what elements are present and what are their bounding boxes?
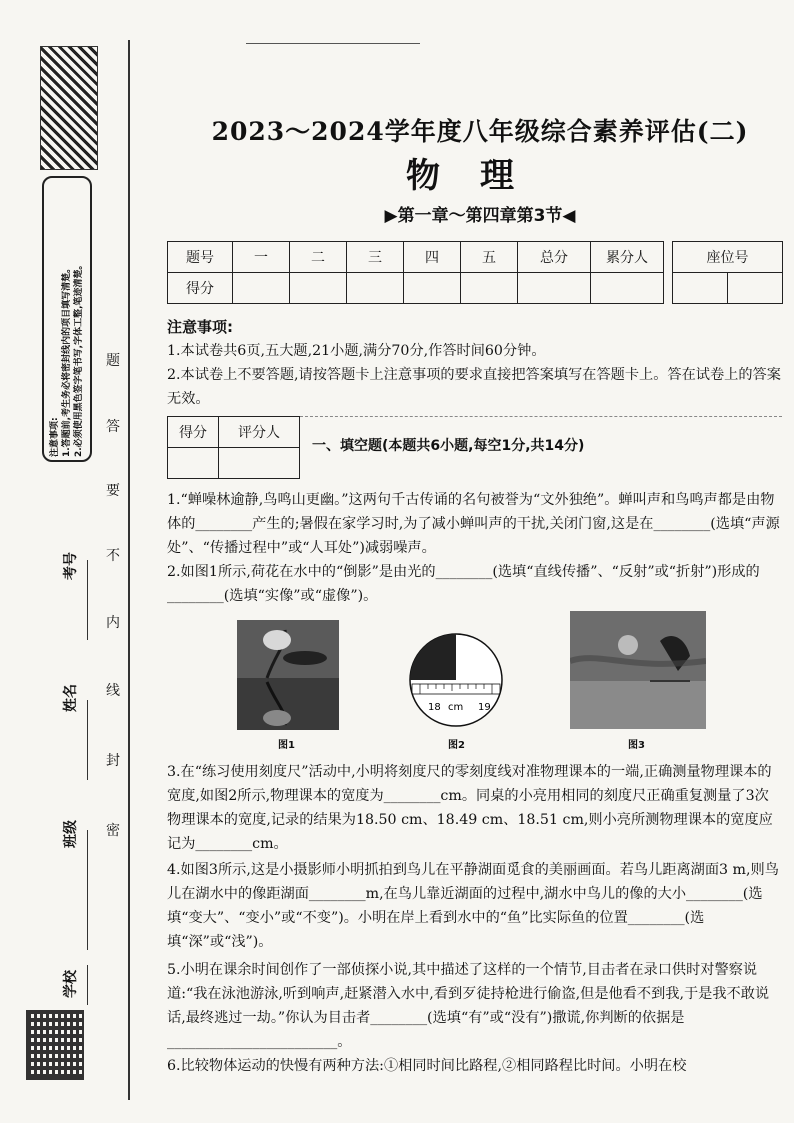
seal-char: 不: [106, 548, 120, 564]
score-cell: [290, 273, 347, 304]
ruler-unit-label: cm: [448, 702, 464, 713]
question-1: 1.“蝉噪林逾静,鸟鸣山更幽。”这两句千古传诵的名句被誉为“文外独绝”。蝉叫声和鸟鸣声都是由物体的________产生的;暑假在家学习时,为了减小蝉叫声的干扰,关闭门窗,这是在________(选填“声源处”、“传播过程中”或“人耳处”)减弱噪声。: [167, 492, 780, 556]
score-header: 二: [290, 242, 347, 273]
qr-code-icon: [26, 1010, 84, 1080]
score-cell: [404, 273, 461, 304]
class-line: [87, 830, 88, 950]
field-school: 学校: [63, 970, 79, 998]
margin-notice-line2: 2.必须使用黑色签字笔书写,字体工整,笔迹清楚。: [74, 260, 84, 457]
figure-1-caption: 图1: [278, 740, 295, 751]
seal-char: 要: [106, 483, 120, 499]
binding-margin: [0, 0, 132, 1123]
question-3: 3.在“练习使用刻度尺”活动中,小明将刻度尺的零刻度线对准物理课本的一端,正确测量物理课本的宽度,如图2所示,物理课本的宽度为________cm。同桌的小亮用相同的刻度尺正确重复测量了3次物理课本的宽度,记录的结果为18.50 cm、18.49 cm、18.51 cm,则小亮所测物理课本的宽度应记为________cm。: [167, 764, 773, 852]
seal-char: 封: [106, 753, 120, 769]
note-item-2: 2.本试卷上不要答题,请按答题卡上注意事项的要求直接把答案填写在答题卡上。答在试卷上的答案无效。: [167, 367, 781, 407]
note-item-1: 1.本试卷共6页,五大题,21小题,满分70分,作答时间60分钟。: [167, 343, 546, 359]
figure-2-ruler: [408, 632, 504, 728]
score-header: 一: [233, 242, 290, 273]
score-cell: [591, 273, 664, 304]
figure-3-bird-lake: [570, 611, 706, 729]
seal-char: 线: [106, 683, 120, 699]
grade-grader-label: 评分人: [219, 417, 300, 448]
section-1-title: 一、填空题(本题共6小题,每空1分,共14分): [312, 438, 585, 454]
seal-char: 题: [106, 353, 120, 369]
field-class: 班级: [63, 820, 79, 848]
grade-box: [167, 416, 300, 479]
question-5: 5.小明在课余时间创作了一部侦探小说,其中描述了这样的一个情节,目击者在录口供时对警察说道:“我在泳池游泳,听到响声,赶紧潜入水中,看到歹徒持枪进行偷盗,但是他看不到我,于是我不敢说话,最终逃过一劫。”你认为目击者________(选填“有”或“没有”)撒谎,你判断的依据是________________________。: [167, 962, 770, 1050]
margin-notice-line1: 1.答题前,考生务必将密封线内的项目填写清楚。: [62, 263, 72, 457]
exam-title: 2023～2024学年度八年级综合素养评估(二): [211, 117, 749, 146]
notes-heading: 注意事项:: [167, 318, 233, 336]
question-6: 6.比较物体运动的快慢有两种方法:①相同时间比路程,②相同路程比时间。小明在校: [167, 1058, 687, 1074]
score-cell: [347, 273, 404, 304]
figure-2-caption: 图2: [448, 740, 465, 751]
score-header: 题号: [168, 242, 233, 273]
field-number: 考号: [63, 552, 79, 580]
grade-cell: [168, 448, 219, 479]
score-cell: [233, 273, 290, 304]
score-header: 三: [347, 242, 404, 273]
seat-table: [672, 241, 783, 304]
ruler-left-label: 18: [428, 702, 441, 713]
chapter-scope: ▶第一章～第四章第3节◀: [384, 206, 576, 226]
figure-3-caption: 图3: [628, 740, 645, 751]
score-row-label: 得分: [168, 273, 233, 304]
score-header: 五: [461, 242, 518, 273]
question-4: 4.如图3所示,这是小摄影师小明抓拍到鸟儿在平静湖面觅食的美丽画面。若鸟儿距离湖面3 m,则鸟儿在湖水中的像距湖面________m,在鸟儿靠近湖面的过程中,湖水中鸟儿的像的大小________(选填“变大”、“变小”或“不变”)。小明在岸上看到水中的“鱼”比实际鱼的位置________(选填“深”或“浅”)。: [167, 862, 779, 950]
field-name: 姓名: [63, 684, 79, 712]
seat-cell: [728, 273, 783, 304]
margin-notice-title: 注意事项:: [50, 417, 60, 457]
score-header: 累分人: [591, 242, 664, 273]
subject-title: 物理: [406, 156, 554, 196]
grade-score-label: 得分: [168, 417, 219, 448]
name-line: [87, 700, 88, 780]
grade-cell: [219, 448, 300, 479]
score-cell: [518, 273, 591, 304]
barcode-pattern: [40, 46, 98, 170]
score-table: [167, 241, 664, 304]
seal-char: 内: [106, 615, 120, 631]
score-cell: [461, 273, 518, 304]
question-2: 2.如图1所示,荷花在水中的“倒影”是由光的________(选填“直线传播”、“反射”或“折射”)形成的________(选填“实像”或“虚像”)。: [167, 564, 760, 604]
binding-line: [128, 40, 130, 1100]
seal-char: 答: [106, 419, 120, 435]
top-rule: [246, 43, 420, 44]
ruler-right-label: 19: [478, 702, 491, 713]
seat-cell: [673, 273, 728, 304]
seat-header: 座位号: [673, 242, 783, 273]
seal-char: 密: [106, 823, 120, 839]
section-divider: [300, 416, 782, 417]
school-line: [87, 965, 88, 1005]
number-line: [87, 560, 88, 640]
margin-notice-box: [42, 176, 92, 462]
figure-1-lotus-reflection: [237, 620, 339, 730]
score-header: 总分: [518, 242, 591, 273]
score-header: 四: [404, 242, 461, 273]
